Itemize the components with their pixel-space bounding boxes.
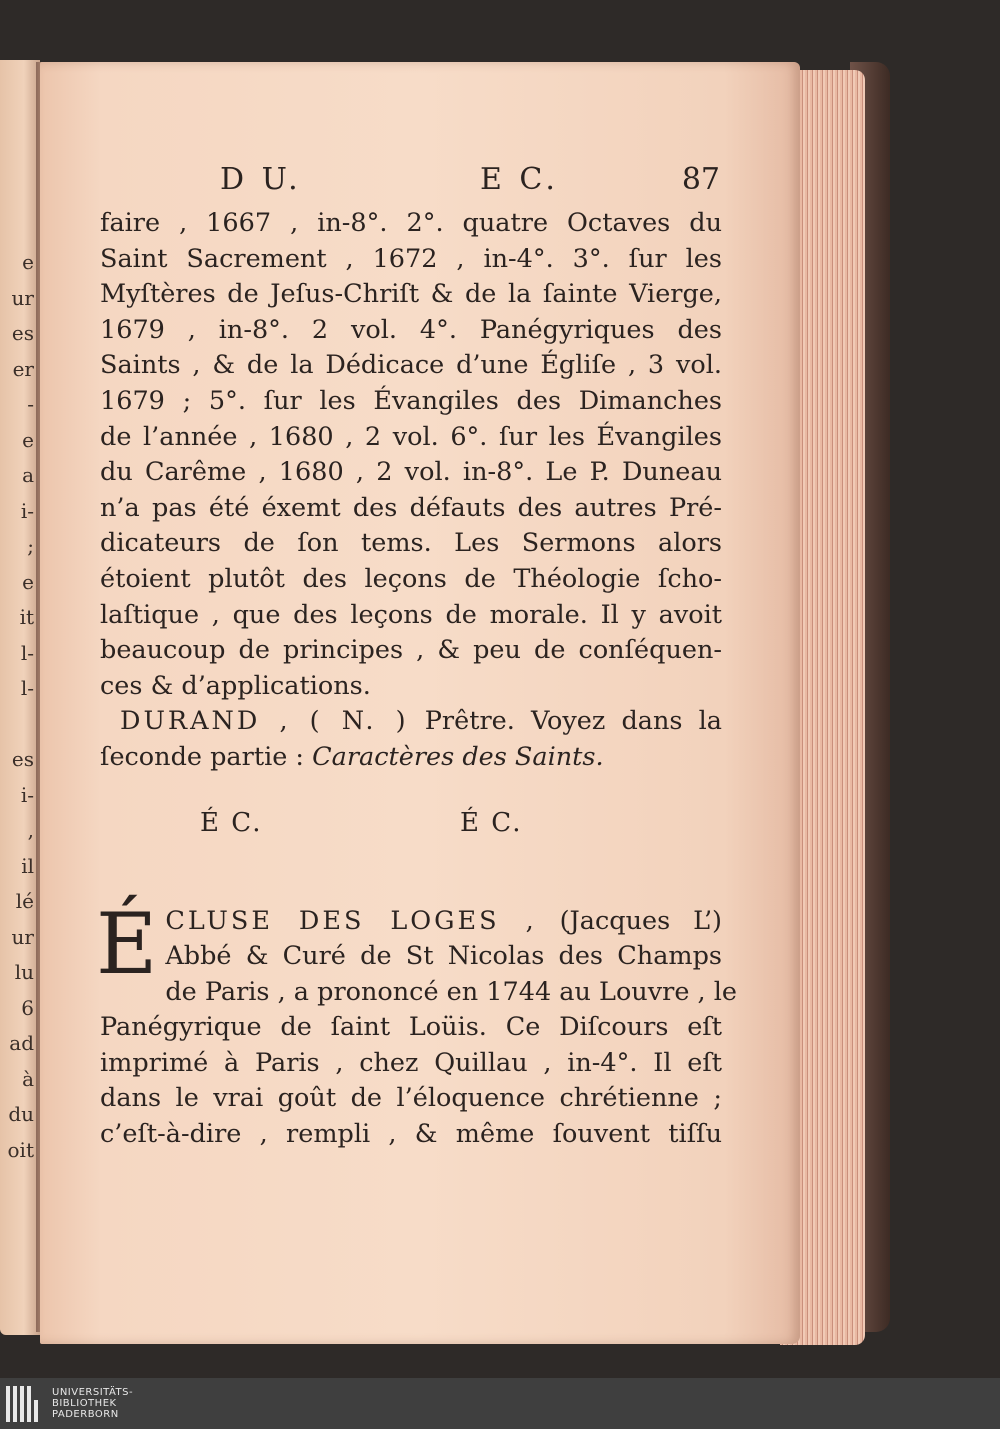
left-page-text-fragments: [0, 245, 34, 1168]
running-head-left: D U.: [220, 162, 302, 197]
paragraph-line: dicateurs de ſon tems. Les Sermons alors: [100, 528, 722, 559]
durand-line2-start: ſeconde partie :: [100, 741, 305, 772]
durand-line1-rest: Prêtre. Voyez dans la: [424, 706, 722, 737]
section-head-right: É C.: [460, 807, 523, 838]
left-fragment: ;: [27, 534, 34, 558]
durand-line-1: [100, 704, 722, 740]
ecluse-name: CLUSE DES LOGES ,: [165, 905, 537, 936]
page-number: 87: [681, 162, 720, 197]
section-head-left: É C.: [200, 807, 263, 838]
left-fragment: a: [22, 463, 34, 487]
left-fragment: l-: [20, 676, 34, 700]
paragraph-line: ces & d’applications.: [100, 670, 371, 701]
paragraph-line: du Carême , 1680 , 2 vol. in-8°. Le P. Duneau: [100, 457, 722, 488]
ecluse-first-rest: (Jacques L’): [559, 905, 722, 936]
section-head: [100, 806, 722, 868]
left-fragment: it: [19, 605, 34, 629]
entry-ecluse: [96, 894, 737, 1153]
paragraph-line: Myſtères de Jeſus-Chriſt & de la ſainte Vierge,: [100, 279, 722, 310]
entry-durand: [100, 704, 722, 775]
ecluse-line-first: [100, 904, 722, 940]
paragraph-line: laſtique , que des leçons de morale. Il y avoit: [100, 599, 722, 630]
left-fragment: à: [22, 1066, 34, 1091]
ecluse-lines: [100, 939, 737, 1153]
ecluse-line: de Paris , a prononcé en 1744 au Louvre , le: [165, 976, 737, 1007]
left-fragment: i-: [20, 498, 34, 523]
dropcap: É: [96, 894, 158, 993]
left-fragment: l-: [20, 640, 34, 665]
paragraph-line: Saint Sacrement , 1672 , in-4°. 3°. ſur les: [100, 243, 722, 274]
left-fragment: [0, 707, 34, 743]
ecluse-line: Panégyrique de ſaint Loüis. Ce Diſcours eſt: [100, 1012, 722, 1043]
left-fragment: lu: [14, 960, 34, 984]
text-block: [96, 162, 737, 1153]
left-fragment: er: [12, 356, 34, 381]
durand-line-2: [100, 740, 722, 776]
paragraph-line: Saints , & de la Dédicace d’une Égliſe , 3 vol.: [100, 350, 722, 381]
left-fragment: lé: [15, 889, 34, 913]
left-fragment: il: [21, 853, 34, 878]
library-logo-icon: [6, 1386, 46, 1422]
left-fragment: du: [8, 1102, 34, 1126]
paragraph-line: 1679 ; 5°. ſur les Évangiles des Dimanches: [100, 385, 722, 416]
left-fragment: 6: [21, 995, 34, 1020]
left-fragment: ,: [27, 818, 34, 842]
paragraph-line: 1679 , in-8°. 2 vol. 4°. Panégyriques des: [100, 314, 722, 345]
durand-name: DURAND , ( N. ): [120, 706, 409, 737]
running-head-center: E C.: [480, 162, 559, 197]
left-fragment: es: [11, 747, 34, 771]
paragraph-line: de l’année , 1680 , 2 vol. 6°. ſur les Évangiles: [100, 421, 722, 452]
running-head: [100, 162, 722, 206]
left-fragment: es: [11, 321, 34, 345]
library-logo-text: [52, 1387, 133, 1420]
left-fragment: i-: [20, 782, 34, 807]
paragraph-duneau: [100, 206, 722, 704]
left-fragment: ad: [9, 1031, 34, 1055]
durand-line2-italic: Caractères des Saints.: [312, 741, 604, 772]
ecluse-line: imprimé à Paris , chez Quillau , in-4°. Il eſt: [100, 1047, 722, 1078]
ecluse-line: Abbé & Curé de St Nicolas des Champs: [165, 941, 722, 972]
left-fragment: e: [22, 569, 34, 594]
paragraph-line: beaucoup de principes , & peu de conſéquen-: [100, 635, 722, 666]
left-fragment: ur: [11, 285, 34, 310]
ecluse-line: dans le vrai goût de l’éloquence chrétienne ;: [100, 1083, 722, 1114]
left-fragment: e: [22, 250, 34, 274]
left-fragment: e: [22, 427, 34, 452]
logo-line-3: PADERBORN: [52, 1409, 119, 1420]
left-fragment: oit: [7, 1137, 34, 1162]
logo-line-2: BIBLIOTHEK: [52, 1398, 117, 1409]
left-fragment: ur: [11, 924, 34, 949]
right-page: [40, 62, 800, 1344]
left-page-edge: [0, 60, 40, 1335]
paragraph-line: faire , 1667 , in-8°. 2°. quatre Octaves du: [100, 208, 722, 238]
logo-line-1: UNIVERSITÄTS-: [52, 1387, 134, 1398]
library-footer: [0, 1378, 1000, 1429]
paragraph-line: étoient plutôt des leçons de Théologie ſcho-: [100, 563, 722, 594]
ecluse-line: c’eſt-à-dire , rempli , & même ſouvent tiſſu: [100, 1119, 722, 1150]
paragraph-line: n’a pas été éxemt des défauts des autres Pré-: [100, 492, 722, 523]
left-fragment: -: [27, 392, 34, 416]
